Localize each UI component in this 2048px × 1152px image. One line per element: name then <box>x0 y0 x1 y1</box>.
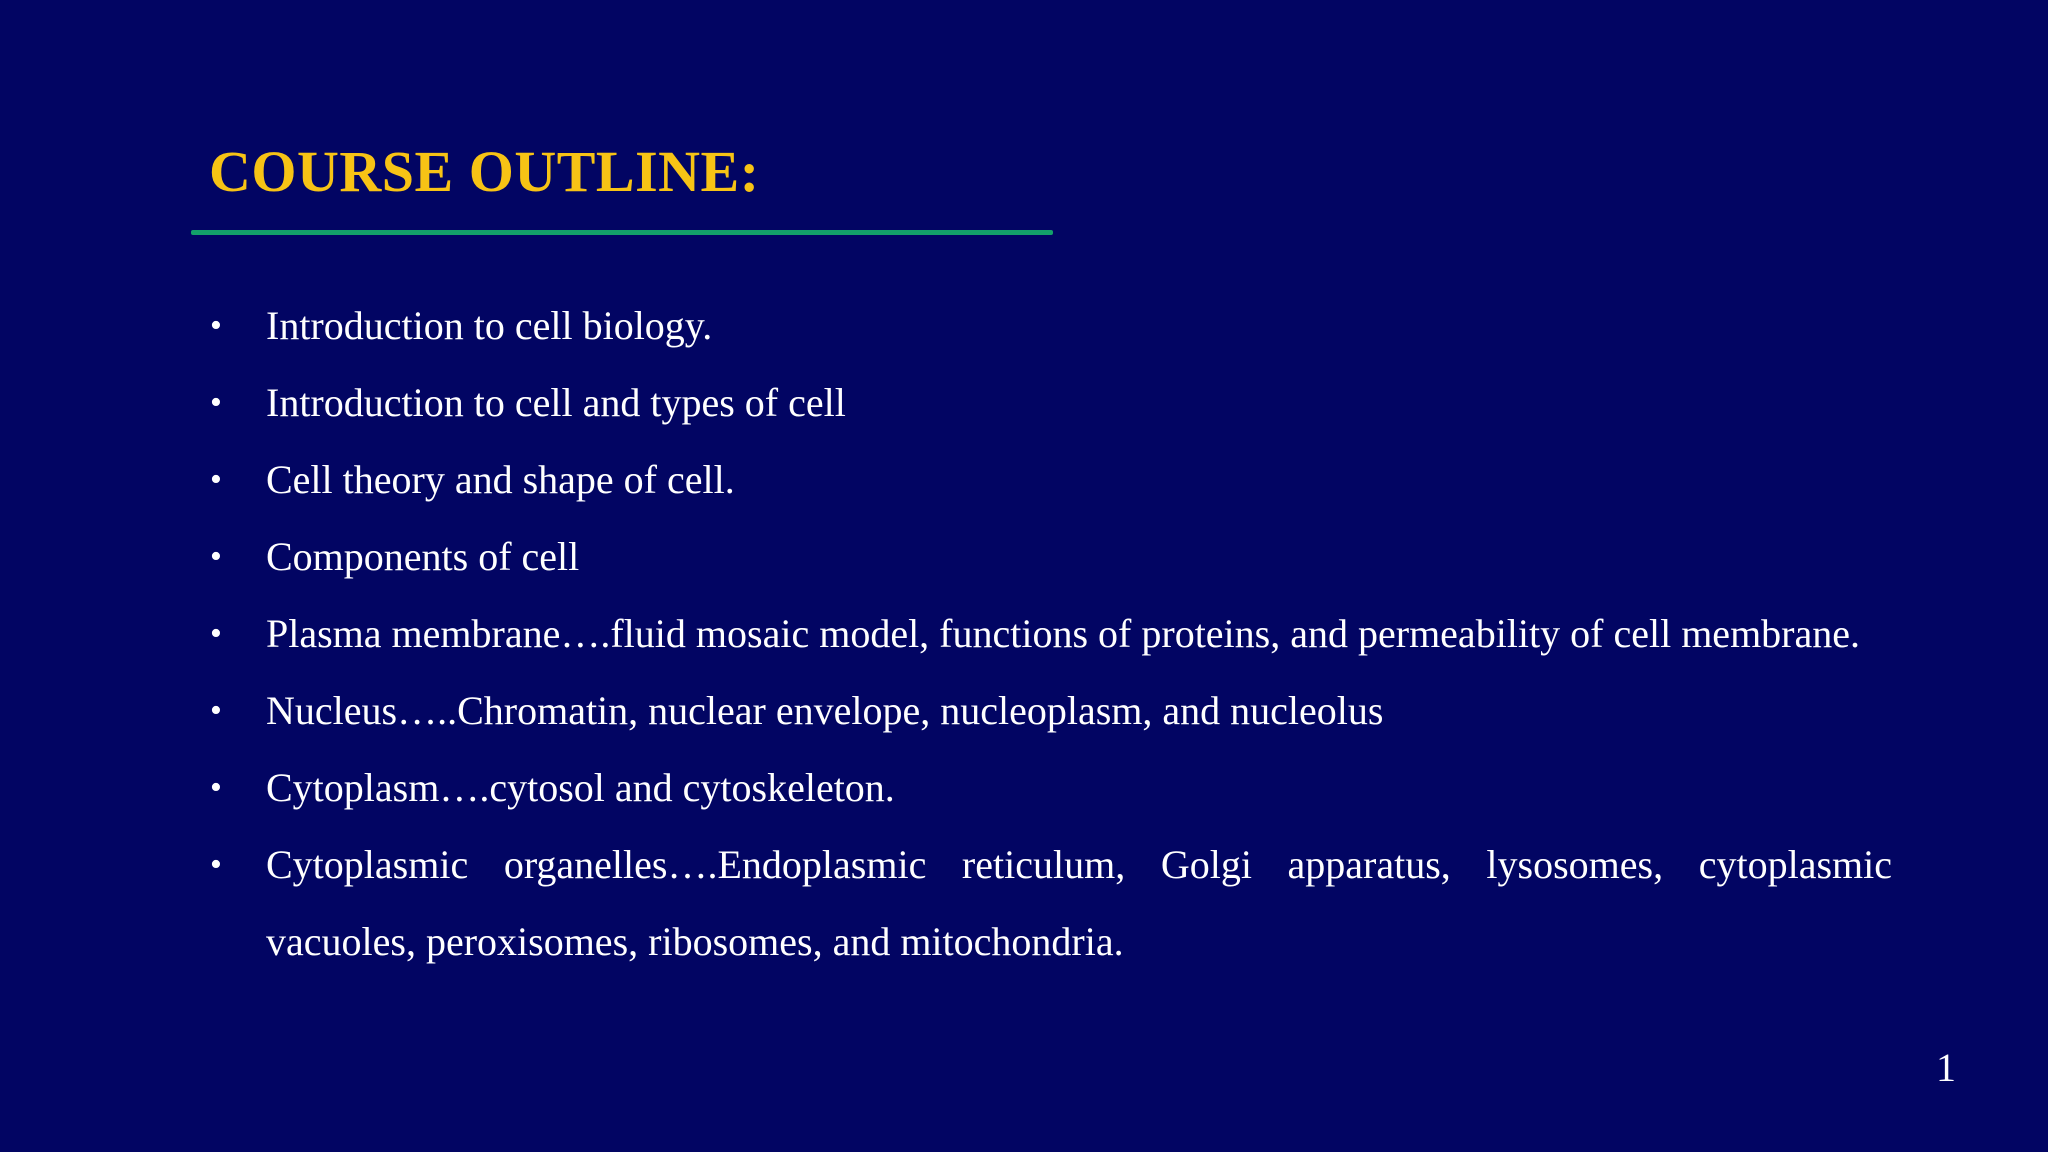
list-item <box>210 441 1892 518</box>
bullet-icon: • <box>210 769 222 806</box>
list-item-text: Plasma membrane….fluid mosaic model, functions of proteins, and permeability of cell membrane. <box>266 611 1861 656</box>
bullet-icon: • <box>210 461 222 498</box>
list-item <box>210 364 1892 441</box>
list-item-text: Components of cell <box>266 534 580 579</box>
list-item <box>210 826 1892 980</box>
list-item-text: Introduction to cell and types of cell <box>266 380 846 425</box>
title-underline <box>191 230 1053 235</box>
bullet-icon: • <box>210 846 222 883</box>
list-item-text: Cell theory and shape of cell. <box>266 457 735 502</box>
course-outline-list <box>210 287 1892 980</box>
list-item <box>210 595 1892 672</box>
list-item <box>210 518 1892 595</box>
bullet-icon: • <box>210 384 222 421</box>
bullet-icon: • <box>210 692 222 729</box>
page-number: 1 <box>1936 1045 1956 1090</box>
list-item <box>210 287 1892 364</box>
list-item-text: Nucleus…..Chromatin, nuclear envelope, nucleoplasm, and nucleolus <box>266 688 1384 733</box>
slide-title: COURSE OUTLINE: <box>209 139 760 204</box>
list-item-text: Introduction to cell biology. <box>266 303 713 348</box>
list-item-text: Cytoplasm….cytosol and cytoskeleton. <box>266 765 895 810</box>
bullet-icon: • <box>210 307 222 344</box>
list-item <box>210 672 1892 749</box>
list-item-text: Cytoplasmic organelles….Endoplasmic reticulum, Golgi apparatus, lysosomes, cytoplasmic vacuoles, peroxisomes, ribosomes, and mitochondria. <box>266 842 1892 964</box>
bullet-icon: • <box>210 615 222 652</box>
bullet-icon: • <box>210 538 222 575</box>
list-item <box>210 749 1892 826</box>
